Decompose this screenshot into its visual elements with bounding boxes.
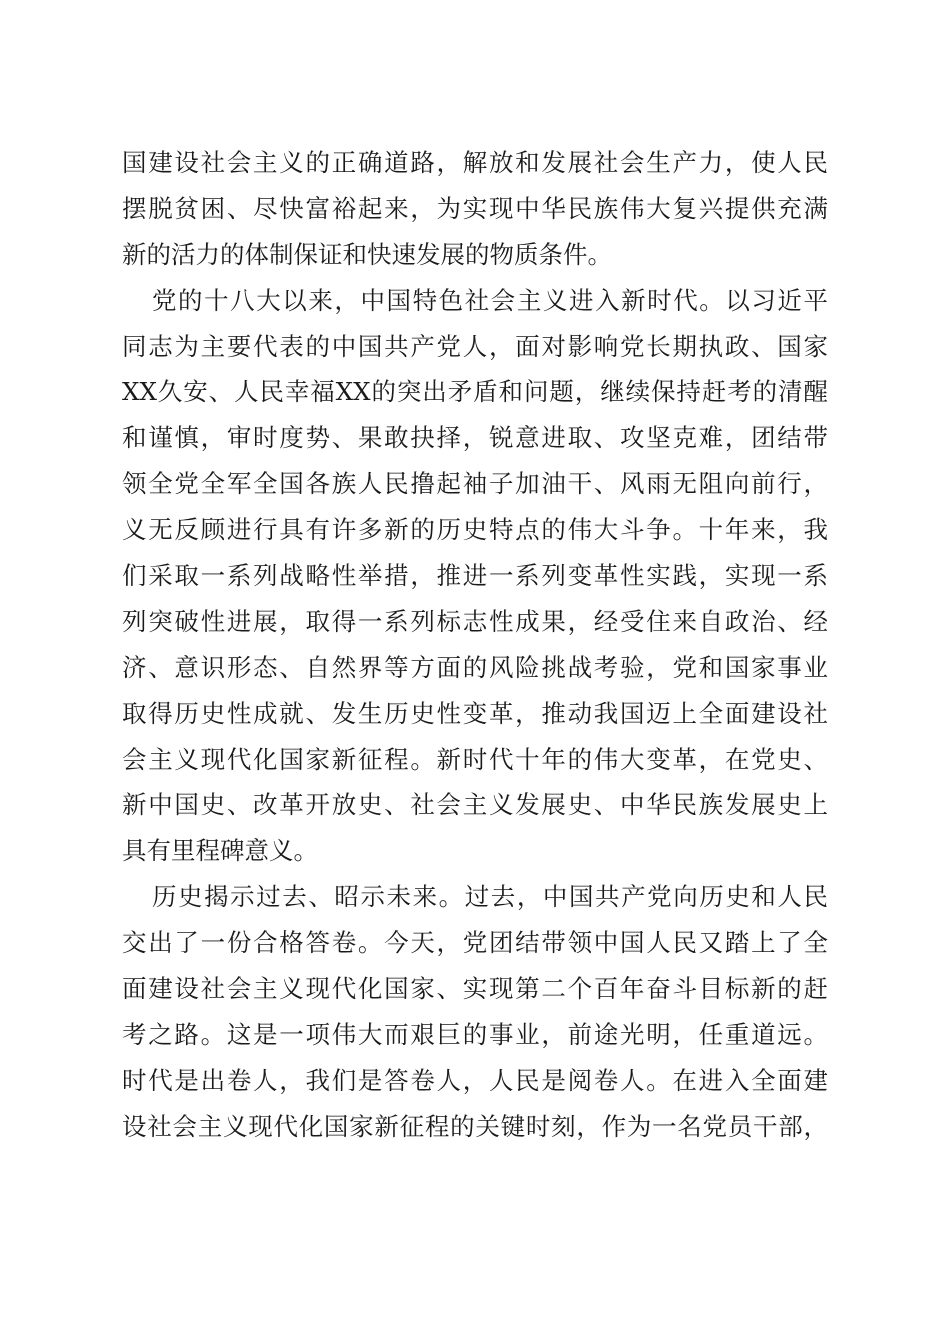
paragraph-first-line: 历史揭示过去、昭示未来。过去，中国共产党向历史和人民 [152,882,828,912]
text-line: 们采取一系列战略性举措，推进一系列变革性实践，实现一系 [122,561,828,591]
text-line: 新的活力的体制保证和快速发展的物质条件。 [122,239,612,269]
text-line: 义无反顾进行具有许多新的历史特点的伟大斗争。十年来，我 [122,515,828,545]
text-line: 具有里程碑意义。 [122,836,318,866]
text-line: 列突破性进展，取得一系列标志性成果，经受住来自政治、经 [122,606,828,636]
text-line: 领全党全军全国各族人民撸起袖子加油干、风雨无阻向前行， [122,469,828,499]
document-body [122,140,828,1150]
text-line: 会主义现代化国家新征程。新时代十年的伟大变革，在党史、 [122,744,828,774]
paragraph-first-line: 党的十八大以来，中国特色社会主义进入新时代。以习近平 [152,285,828,315]
text-line: 和谨慎，审时度势、果敢抉择，锐意进取、攻坚克难，团结带 [122,423,828,453]
text-line: 设社会主义现代化国家新征程的关键时刻，作为一名党员干部， [122,1111,828,1141]
text-line: XX久安、人民幸福XX的突出矛盾和问题，继续保持赶考的清醒 [122,377,828,407]
text-line: 交出了一份合格答卷。今天，党团结带领中国人民又踏上了全 [122,928,828,958]
text-line: 国建设社会主义的正确道路，解放和发展社会生产力，使人民 [122,148,828,177]
text-line: 新中国史、改革开放史、社会主义发展史、中华民族发展史上 [122,790,828,820]
text-line: 时代是出卷人，我们是答卷人，人民是阅卷人。在进入全面建 [122,1065,828,1095]
text-line: 摆脱贫困、尽快富裕起来，为实现中华民族伟大复兴提供充满 [122,193,828,223]
text-line: 面建设社会主义现代化国家、实现第二个百年奋斗目标新的赶 [122,974,828,1004]
text-line: 考之路。这是一项伟大而艰巨的事业，前途光明，任重道远。 [122,1019,828,1049]
text-line: 同志为主要代表的中国共产党人，面对影响党长期执政、国家 [122,331,828,361]
text-line: 济、意识形态、自然界等方面的风险挑战考验，党和国家事业 [122,652,828,682]
text-line: 取得历史性成就、发生历史性变革，推动我国迈上全面建设社 [122,698,828,728]
